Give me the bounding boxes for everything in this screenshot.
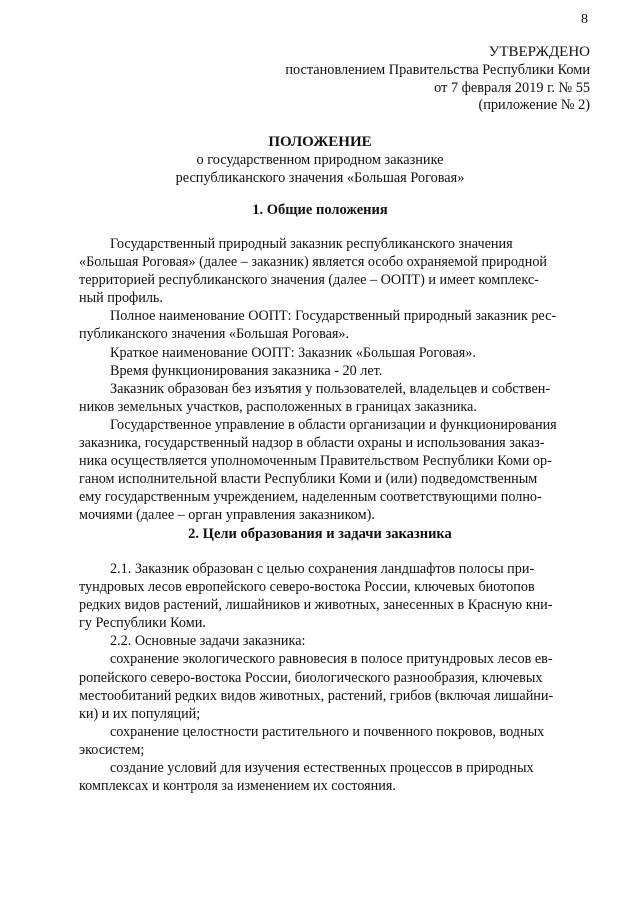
text-line: публиканского значения «Большая Роговая».: [79, 326, 350, 343]
text-line: заказника, государственный надзор в области охраны и использования заказ-: [79, 435, 545, 452]
text-line: ки) и их популяций;: [79, 705, 201, 722]
text-line: тундровых лесов европейского северо-востока России, ключевых биотопов: [79, 579, 535, 596]
text-line: территорией республиканского значения (далее – ООПТ) и имеет комплекс-: [79, 272, 539, 289]
text-line: ника осуществляется уполномоченным Правительством Республики Коми ор-: [79, 453, 552, 470]
paragraph: [79, 723, 591, 759]
text-line: ников земельных участков, расположенных в границах заказника.: [79, 398, 477, 415]
paragraph: [79, 632, 591, 650]
text-line: Полное наименование ООПТ: Государственный природный заказник рес-: [110, 308, 557, 325]
text-line: ропейского северо-востока России, биологического разнообразия, ключевых: [79, 669, 543, 686]
text-line: сохранение экологического равновесия в полосе притундровых лесов ев-: [110, 651, 553, 668]
section-goals-body: [79, 560, 591, 795]
text-line: 2.2. Основные задачи заказника:: [110, 633, 306, 650]
document-subtitle: республиканского значения «Большая Роговая»: [175, 169, 465, 186]
approval-line: от 7 февраля 2019 г. № 55: [434, 79, 590, 96]
text-line: создание условий для изучения естественных процессов в природных: [110, 760, 534, 777]
page-number: 8: [581, 12, 588, 27]
text-line: редких видов растений, лишайников и животных, занесенных в Красную кни-: [79, 597, 553, 614]
text-line: ный профиль.: [79, 290, 163, 307]
section-heading-general: 1. Общие положения: [252, 202, 388, 218]
paragraph: [79, 362, 591, 380]
section-general-body: [79, 235, 591, 525]
document-title: ПОЛОЖЕНИЕ: [268, 134, 372, 150]
text-line: экосистем;: [79, 741, 145, 758]
approval-line: постановлением Правительства Республики Коми: [285, 61, 590, 78]
document-subtitle: о государственном природном заказнике: [196, 151, 444, 168]
text-line: «Большая Роговая» (далее – заказник) является особо охраняемой природной: [79, 254, 547, 271]
text-line: местообитаний редких видов животных, растений, грибов (включая лишайни-: [79, 687, 554, 704]
approval-stamp: [285, 44, 590, 115]
text-line: комплексах и контроля за изменением их состояния.: [79, 778, 396, 795]
text-line: Время функционирования заказника - 20 лет.: [110, 362, 383, 379]
text-line: гу Республики Коми.: [79, 615, 206, 632]
section-heading-goals: 2. Цели образования и задачи заказника: [188, 526, 452, 542]
approval-title: УТВЕРЖДЕНО: [488, 44, 590, 60]
text-line: Государственный природный заказник республиканского значения: [110, 236, 513, 252]
text-line: мочиями (далее – орган управления заказником).: [79, 507, 375, 524]
paragraph: [79, 235, 591, 307]
approval-line: (приложение № 2): [478, 97, 590, 114]
text-line: 2.1. Заказник образован с целью сохранения ландшафтов полосы при-: [110, 561, 535, 577]
text-line: Краткое наименование ООПТ: Заказник «Большая Роговая».: [110, 344, 476, 361]
paragraph: [79, 307, 591, 343]
document-header: [0, 134, 640, 187]
text-line: Государственное управление в области организации и функционирования: [110, 416, 557, 433]
text-line: ганом исполнительной власти Республики Коми и (или) подведомственным: [79, 471, 538, 488]
paragraph: [79, 560, 591, 632]
paragraph: [79, 416, 591, 525]
text-line: сохранение целостности растительного и почвенного покровов, водных: [110, 723, 545, 740]
text-line: ему государственным учреждением, наделенным соответствующими полно-: [79, 489, 542, 506]
text-line: Заказник образован без изъятия у пользователей, владельцев и собствен-: [110, 380, 551, 397]
paragraph: [79, 759, 591, 795]
paragraph: [79, 344, 591, 362]
paragraph: [79, 650, 591, 722]
paragraph: [79, 380, 591, 416]
